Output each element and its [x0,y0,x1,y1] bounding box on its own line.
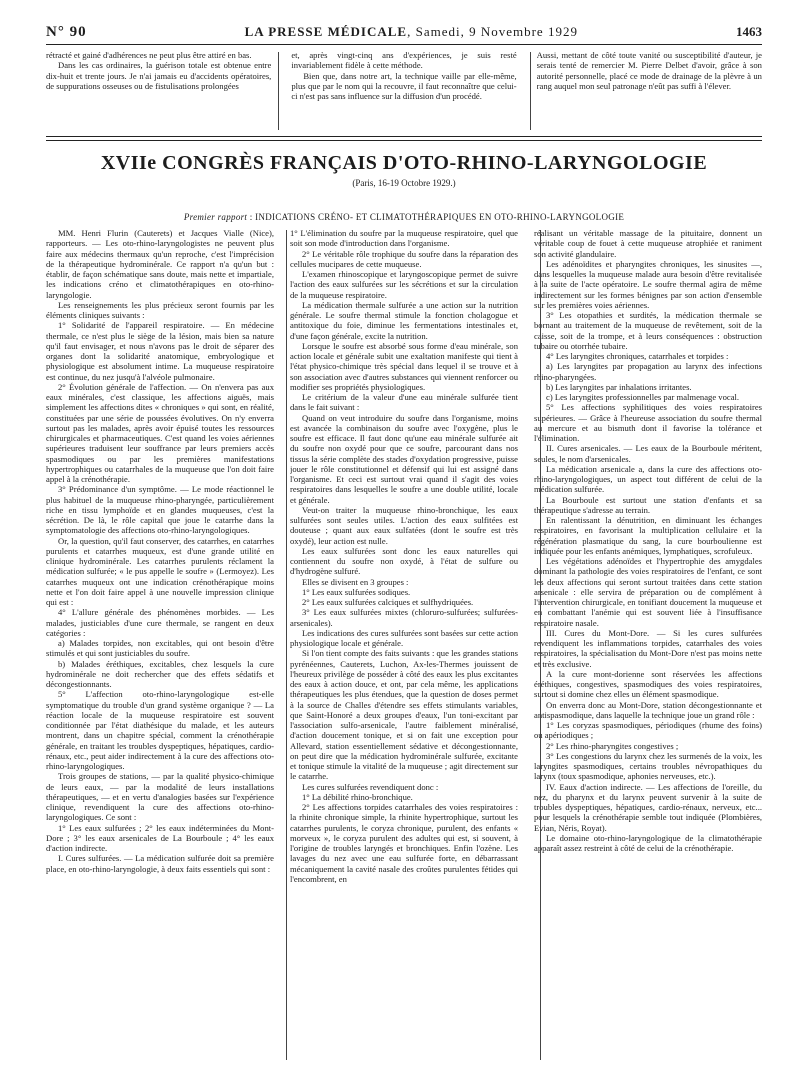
journal-title: LA PRESSE MÉDICALE [244,24,408,39]
paragraph: Quand on veut introduire du soufre dans l'organisme, moins est avancée la combinaison du soufre avec l'oxygène, plus le soufre est efficace. Il faut donc qu'une eau minérale sulfurée ait du soufre non oxydé pour que ce soufre, parcourant dans nos tissus la série complète des stades d'oxydation progressive, puisse jouer le rôle constitutionnel et défensif qui lui est assigné dans l'organisme. Et ceci est surtout vrai quand il s'agit des voies respiratoires dans lesquelles le soufre a une double utilité, locale et générale. [290,412,518,505]
paragraph: a) Malades torpides, non excitables, qui ont besoin d'être stimulés et qui sont justiciables du soufre. [46,638,274,659]
paragraph: Le domaine oto-rhino-laryngologique de la climatothérapie apparaît assez restreint à côté de celui de la crénothérapie. [534,832,762,853]
paragraph: Dans les cas ordinaires, la guérison totale est obtenue entre dix-huit et trente jours. Je n'ai jamais eu d'accidents opératoires, de suppurations osseuses ou de fistulisations prolongées [46,60,272,91]
paragraph: 2° Le véritable rôle trophique du soufre dans la réparation des cellules mucipares de cette muqueuse. [290,248,518,269]
paragraph: 2° Les affections torpides catarrhales des voies respiratoires : la rhinite chronique simple, la rhinite hypertrophique, surtout les catarrhes purulents, le coryza chronique, purulent, des enfants « morveux », le coryza purulent des adultes qui est, si souvent, à l'origine de troubles laryngés et bronchiques. Enfin l'ozène. Les lavages du nez avec une eau sulfurée forte, en débarrassant mécaniquement la cavité nasale des croûtes purulentes fétides qui l'encombrent, en [290,802,518,884]
paragraph: Les indications des cures sulfurées sont basées sur cette action physiologique locale et générale. [290,627,518,648]
rapport-label: Premier rapport [183,212,248,222]
section-double-rule [46,136,762,141]
column-rule [540,230,541,1060]
paragraph: Lorsque le soufre est absorbé sous forme d'eau minérale, son action locale et générale subit une exaltation manifeste qui tient à l'état physico-chimique très spécial dans lequel il se trouve et à son association avec d'autres substances qui viennent renforcer ou modifier ses propriétés physiologiques. [290,340,518,392]
paragraph: Si l'on tient compte des faits suivants : que les grandes stations pyrénéennes, Cauterets, Luchon, Ax-les-Thermes jouissent de l'heureux privilège de posséder à côté des eaux les plus excitantes des eaux à action douce, et ont, par cela même, les applications thérapeutiques les plus étendues, que la question de doses permet à la source de Challes d'étendre ses effets stimulants variables, que Saint-Honoré a deux groupes d'eaux, l'un toni-excitant par l'association sulfo-arsenicale, l'autre faiblement minéralisé, d'action doucement tonique, et si on fait une exception pour Allevard, station essentiellement sédative et décongestionnante, on peut dire que la médication hydrominérale sulfurée, excitante et tonique stimule la vitalité de la muqueuse ; agit directement sur le catarrhe. [290,648,518,782]
paragraph: Trois groupes de stations, — par la qualité physico-chimique de leurs eaux, — par la modalité de leurs installations thérapeutiques, — et en vertu d'analogies basées sur l'expérience clinique, revendiquent la cure des affections oto-rhino-laryngologiques. Ce sont : [46,771,274,823]
body-column-3 [534,228,762,1060]
paragraph: Les adénoïdites et pharyngites chroniques, les sinusites —, dans lesquelles la muqueuse malade aura besoin d'être revitalisée à la suite de l'acte opératoire. Le soufre thermal agira de même indirectement sur les formes bénignes par son action d'ensemble sur les premières voies aériennes. [534,258,762,310]
paragraph: Or, la question, qu'il faut conserver, des catarrhes, en catarrhes purulents et catarrhes muqueux, est d'une grande utilité en clinique hydrominérale. Les catarrhes purulents réclament la médication sulfurée; « le pus appelle le soufre » (Lermoyez). Les catarrhes muqueux ont une indication crénothérapique moins nette et l'on doit faire appel à une nouvelle impression clinique qui est : [46,535,274,607]
paragraph: b) Les laryngites par inhalations irritantes. [546,381,692,392]
congress-subtitle: (Paris, 16-19 Octobre 1929.) [352,178,456,188]
paragraph: et, après vingt-cinq ans d'expériences, je suis resté invariablement fidèle à cette méthode. [291,50,517,71]
journal-title-line [245,24,578,40]
paragraph: 3° Prédominance d'un symptôme. — Le mode réactionnel le plus habituel de la muqueuse rhino-pharyngée, particulièrement riche en tissu lymphoïde et en glandes muqueuses, c'est la sécrétion. De là, le rôle capital que joue le catarrhe dans la symptomatologie des affections oto-rhino-laryngologiques. [46,484,274,536]
paragraph: Les cures sulfurées revendiquent donc : [302,781,439,792]
paragraph: Elles se divisent en 3 groupes : [302,576,409,587]
article-body [46,228,762,1060]
paragraph: 3° Les otopathies et surdités, la médication thermale se bornant au traitement de la muqueuse de revêtement, soit de la caisse, soit de la trompe, et à leurs conséquences : obstruction tubaire ou otorrhée tubaire. [534,310,762,351]
paragraph: La Bourboule est surtout une station d'enfants et sa thérapeutique s'adresse au terrain. [534,494,762,515]
paragraph: 1° L'élimination du soufre par la muqueuse respiratoire, quel que soit son mode d'introduction dans l'organisme. [290,228,518,249]
paragraph: 3° Les congestions du larynx chez les surmenés de la voix, les laryngites spasmodiques, certains troubles névropathiques du larynx (toux spasmodique, aphonies nerveuses, etc.). [534,750,762,782]
top-column-3 [537,50,762,130]
paragraph: II. Cures arsenicales. — Les eaux de la Bourboule méritent, seules, le nom d'arsenicales. [534,443,762,464]
paragraph: a) Les laryngites par propagation au larynx des infections rhino-pharyngées. [534,361,762,382]
paragraph: L'examen rhinoscopique et laryngoscopique permet de suivre l'action des eaux sulfurées sur les sécrétions et sur la circulation de la muqueuse respiratoire. [290,269,518,300]
paragraph: 1° La débilité rhino-bronchique. [302,791,413,802]
page-number: 1463 [735,24,762,39]
body-column-1 [46,228,274,1060]
top-column-2 [291,50,516,130]
column-rule [278,52,279,130]
rapport-title: : INDICATIONS CRÉNO- ET CLIMATOTHÉRAPIQUES EN OTO-RHINO-LARYNGOLOGIE [247,212,625,222]
header-rule [46,44,762,45]
top-continuation [46,50,762,130]
column-rule [286,230,287,1060]
issue-date: , Samedi, 9 Novembre 1929 [407,24,578,39]
paragraph: Les eaux sulfurées sont donc les eaux naturelles qui contiennent du soufre non oxydé, à l'état de sulfure ou d'hydrogène sulfuré. [290,545,518,577]
paragraph: rétracté et gainé d'adhérences ne peut plus être attiré en bas. [46,50,252,60]
paragraph: 4° L'allure générale des phénomènes morbides. — Les malades, justiciables d'une cure thermale, se rangent en deux catégories : [46,607,274,638]
paragraph: 1° Solidarité de l'appareil respiratoire. — En médecine thermale, ce n'est plus le siège de la lésion, mais bien sa nature qu'il faut envisager, et nous n'avons pas le droit de séparer des organes dont la solidarité anatomique, embryologique et physiologique est absolument intime. La muqueuse respiratoire est continue, du nez jusqu'à l'alvéole pulmonaire. [46,320,274,382]
rapport-heading [46,212,762,222]
paragraph: 2° Évolution générale de l'affection. — On n'envera pas aux eaux minérales, c'est classique, les affections aiguës, mais simplement les affections dites « chroniques » qui sont, en réalité, constituées par une série de poussées évolutives. On n'y enverra surtout pas les malades, après avoir épuisé toutes les ressources chirurgicales et pharmaceutiques. C'est quand les voies aériennes supérieures traduisent leur souffrance par leurs premiers accès spasmodiques ou par les premières manifestations hypertrophiques ou catarrhales de la muqueuse que l'on doit faire appel à la crénothérapie. [46,381,274,484]
body-column-2 [290,228,518,1060]
paragraph: La médication arsenicale a, dans la cure des affections oto-rhino-laryngologiques, un aspect tout différent de celui de la médication sulfurée. [534,463,762,495]
paragraph: La médication thermale sulfurée a une action sur la nutrition générale. Le soufre thermal stimule la fonction cholagogue et antitoxique du foie, diminue les fermentations intestinales et, d'une façon générale, excite la nutrition. [290,299,518,341]
paragraph: A la cure mont-dorienne sont réservées les affections éréthiques, congestives, spasmodiques des voies respiratoires, surtout si domine chez elles un élément spasmodique. [534,668,762,700]
paragraph: 1° Les eaux sulfurées sodiques. [302,586,411,597]
paragraph: 5° L'affection oto-rhino-laryngologique est-elle symptomatique du trouble d'un grand système organique ? — La réaction locale de la muqueuse respiratoire est souvent conditionnée par l'état diathésique du malade, et les auteurs montrent, dans un chapitre spécial, comment la crénothérapie générale, en traitant les troubles dyspeptiques, hépatiques, cardio-rénaux, etc., peut aider indirectement à la cure des affections oto-rhino-laryngologiques. [46,689,274,771]
paragraph: 1° Les eaux sulfurées ; 2° les eaux indéterminées du Mont-Dore ; 3° les eaux arsenicales de La Bourboule ; 4° les eaux d'action indirecte. [46,822,274,853]
congress-title: XVIIe CONGRÈS FRANÇAIS D'OTO-RHINO-LARYNGOLOGIE [100,152,708,174]
paragraph: 2° Les eaux sulfurées calciques et sulfhydriquées. [302,597,474,607]
paragraph: Veut-on traiter la muqueuse rhino-bronchique, les eaux sulfurées sont seules utiles. L'action des eaux sulfitées est douteuse ; quant aux eaux sulfatées (dont le soufre est très oxydé), leur action est nulle. [290,504,518,546]
paragraph: MM. Henri Flurin (Cauterets) et Jacques Vialle (Nice), rapporteurs. — Les oto-rhino-laryngologistes ne peuvent plus faire aux médecins thermaux qu'un reproche, c'est l'imprécision de la thérapeutique hydrominérale. Ce rapport n'a qu'un but : établir, de façon schématique sans doute, mais nette et impartiale, les indications créno et climatothérapiques en oto-rhino-laryngologie. [46,228,274,300]
paragraph: Les renseignements les plus précieux seront fournis par les éléments cliniques suivants : [46,299,274,320]
paragraph: I. Cures sulfurées. — La médication sulfurée doit sa première place, en oto-rhino-laryngologie, à deux faits essentiels qui sont : [46,853,274,874]
paragraph: Le critérium de la valeur d'une eau minérale sulfurée tient dans le fait suivant : [290,392,518,413]
paragraph: Les végétations adénoïdes et l'hypertrophie des amygdales dominant la pathologie des voies respiratoires de l'enfant, ce sont les deux affections qui seront surtout traitées dans cette station arsenicale : elle servira de préparation ou de complément à l'intervention chirurgicale, en tonifiant doucement la muqueuse et en combattant l'anémie qui est souvent liée à l'insuffisance respiratoire nasale. [534,556,762,628]
issue-number: N° 90 [46,24,87,40]
paragraph: IV. Eaux d'action indirecte. — Les affections de l'oreille, du nez, du pharynx et du larynx peuvent survenir à la suite de troubles dyspeptiques, hépatiques, cardio-rénaux, nerveux, etc... pour lesquels la crénothérapie semble tout indiquée (Plombières, Evian, Néris, Royat). [534,781,762,833]
paragraph: 3° Les eaux sulfurées mixtes (chloruro-sulfurées; sulfurées-arsenicales). [290,607,518,628]
paragraph: c) Les laryngites professionnelles par malmenage vocal. [546,392,740,402]
paragraph: 4° Les laryngites chroniques, catarrhales et torpides : [546,351,729,361]
paragraph: réalisant un véritable massage de la pituitaire, donnent un véritable coup de fouet à cette muqueuse atrophiée et raniment son activité glandulaire. [534,228,762,259]
paragraph: 1° Les coryzas spasmodiques, périodiques (rhume des foins) ou apériodiques ; [534,720,762,741]
paragraph: On enverra donc au Mont-Dore, station décongestionnante et antispasmodique, dans laquelle la technique joue un grand rôle : [534,699,762,720]
paragraph: En ralentissant la dénutrition, en diminuant les échanges respiratoires, en favorisant la multiplication cellulaire et la régénération plasmatique du sang, la cure bourboulienne est indiquée pour les enfants anémiques, lymphatiques, scrofuleux. [534,515,762,556]
running-header [46,24,762,44]
paragraph: b) Malades éréthiques, excitables, chez lesquels la cure hydrominérale ne doit rechercher que des effets sédatifs et décongestionnants. [46,658,274,689]
paragraph: Bien que, dans notre art, la technique vaille par elle-même, plus que par le nom qui la recouvre, il faut reconnaître que celui-ci n'est pas sans influence sur la diffusion d'un procédé. [291,70,517,101]
paragraph: 2° Les rhino-pharyngites congestives ; [546,740,679,751]
paragraph: III. Cures du Mont-Dore. — Si les cures sulfurées revendiquent les inflammations torpides, catarrhales des voies respiratoires, la spécialisation du Mont-Dore n'est pas moins nette et très exclusive. [534,627,762,669]
top-column-1 [46,50,271,130]
paragraph: 5° Les affections syphilitiques des voies respiratoires supérieures. — Grâce à l'heureuse association du soufre thermal au mercure et au bismuth dont il favorise la tolérance et l'élimination. [534,402,762,443]
column-rule [530,52,531,130]
paragraph: Aussi, mettant de côté toute vanité ou susceptibilité d'auteur, je serais tenté de remercier M. Pierre Delbet d'avoir, grâce à son autorité personnelle, placé ce mode de drainage de la plèvre à un rang auquel mon seul patronage n'eût pas suffi à l'élever. [536,50,762,91]
